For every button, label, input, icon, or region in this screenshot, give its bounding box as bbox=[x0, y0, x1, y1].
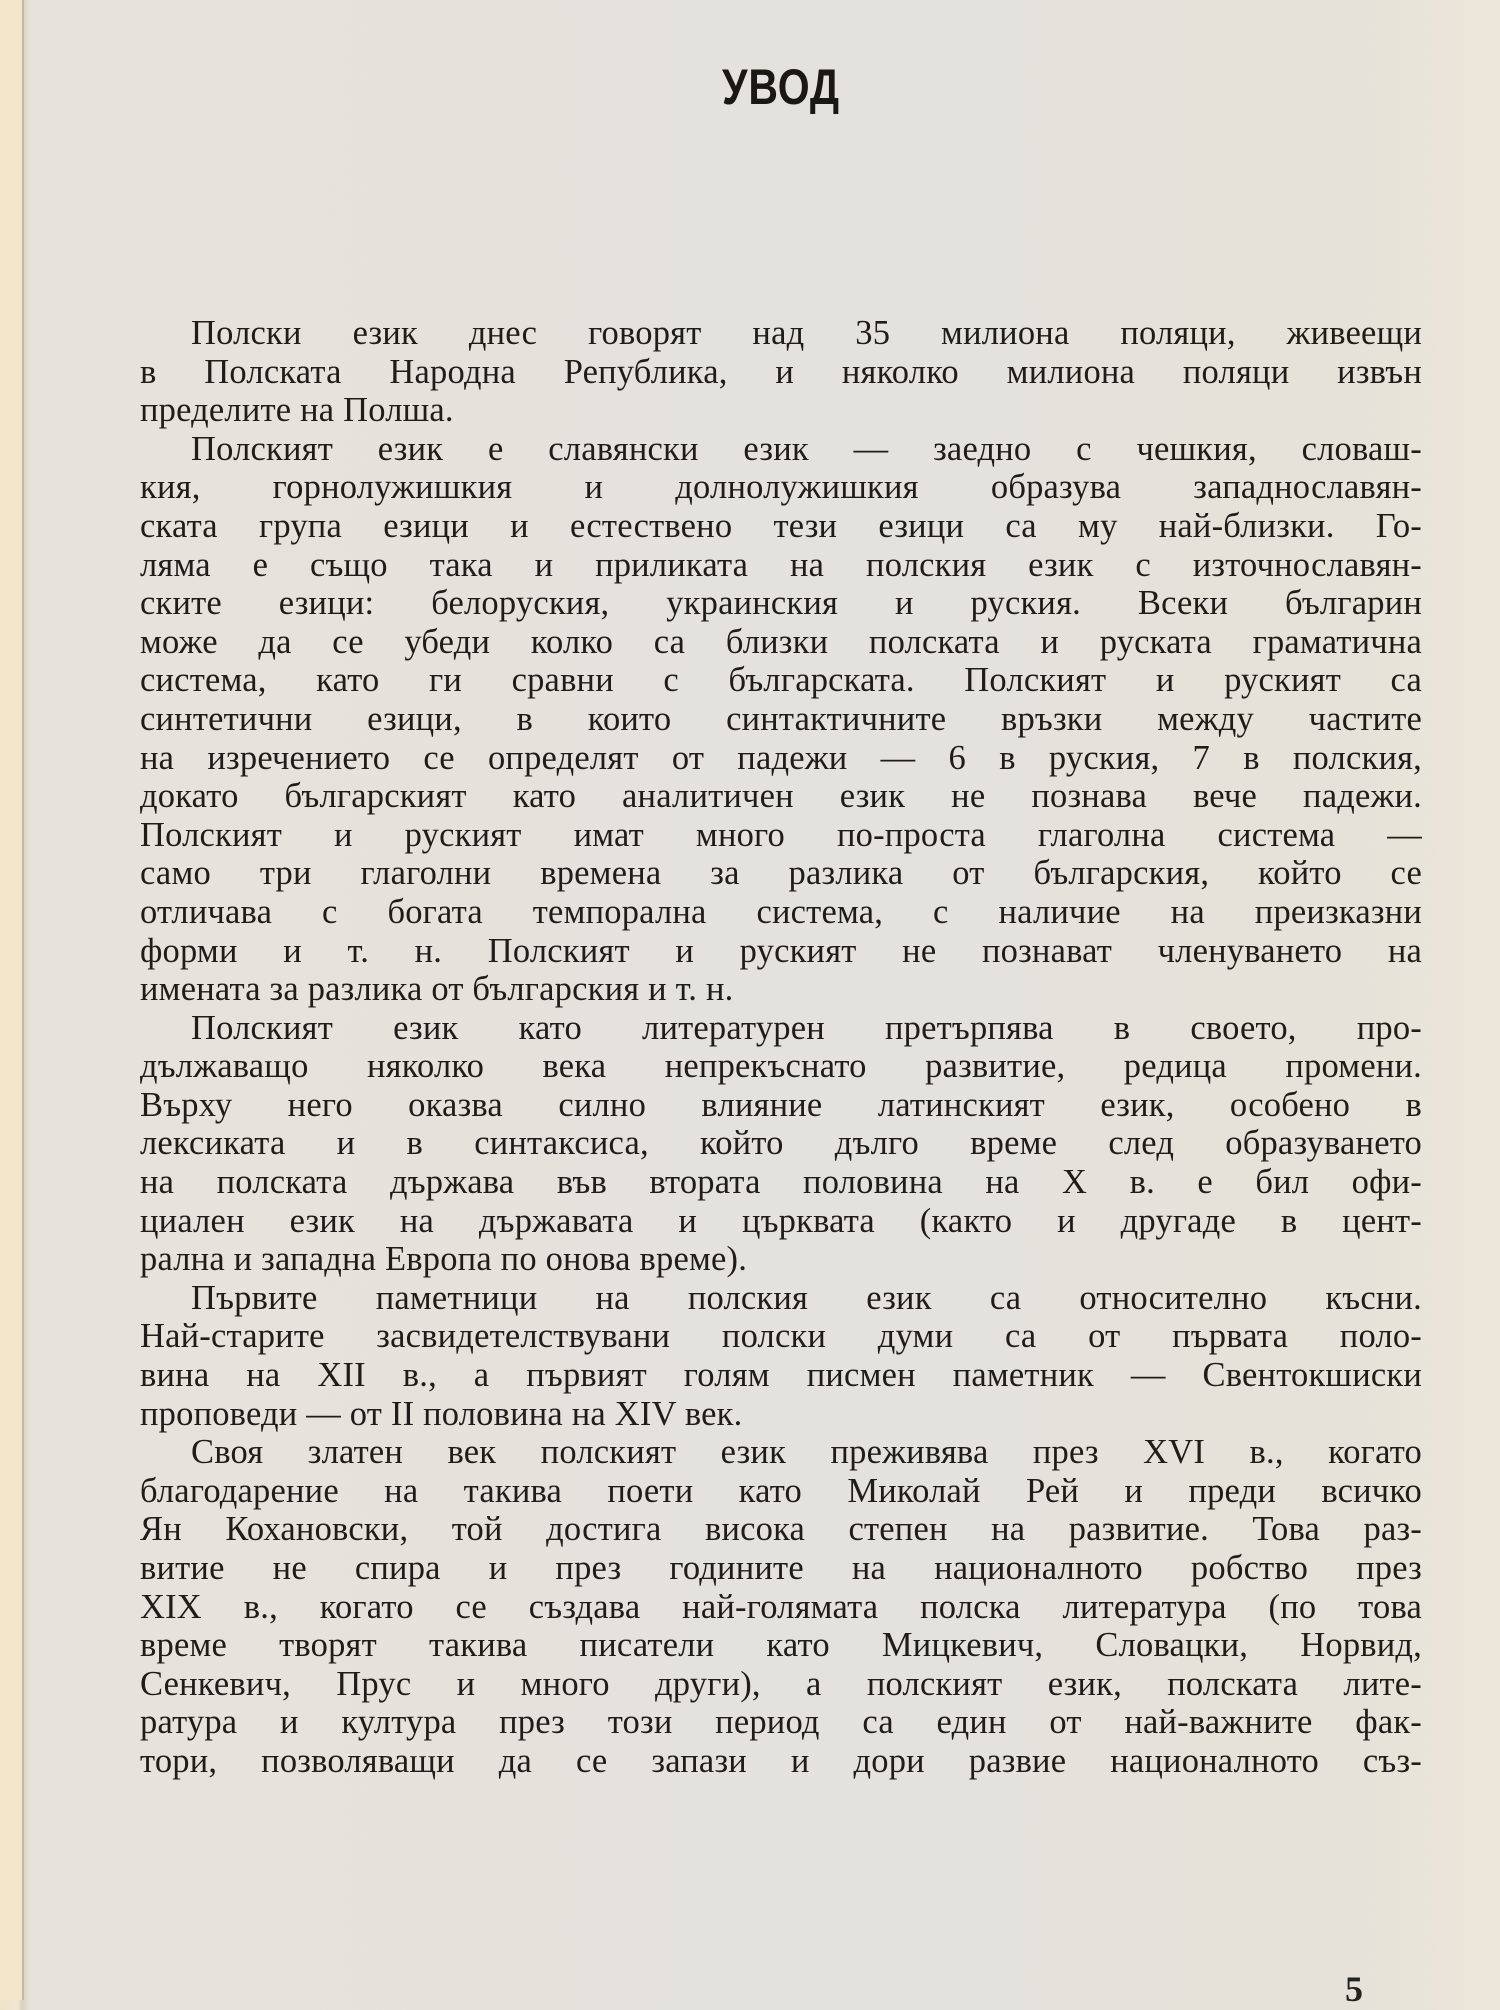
paragraph bbox=[140, 314, 1422, 430]
text-line: дължаващо няколко века непрекъснато развитие, редица промени. bbox=[140, 1047, 1422, 1086]
text-line: Своя златен век полският език преживява през XVI в., когато bbox=[191, 1433, 1422, 1472]
page-edge bbox=[0, 0, 22, 2000]
text-line: в Полската Народна Република, и няколко милиона поляци извън bbox=[140, 352, 1422, 391]
text-line: благодарение на такива поети като Миколай Рей и преди всичко bbox=[140, 1471, 1422, 1510]
text-line: Полският и руският имат много по-проста глаголна система — bbox=[140, 815, 1422, 854]
text-line: Полският език като литературен претърпява в своето, про- bbox=[191, 1008, 1422, 1047]
body-text bbox=[140, 314, 1422, 1781]
text-line: на полската държава във втората половина на X в. е бил офи- bbox=[140, 1163, 1422, 1202]
text-line: форми и т. н. Полският и руският не познават членуването на bbox=[140, 931, 1422, 970]
text-line: рална и западна Европа по онова време). bbox=[140, 1240, 748, 1279]
binding-spine bbox=[22, 0, 24, 2000]
text-line: пределите на Полша. bbox=[140, 391, 454, 430]
text-line: ратура и култура през този период са един от най-важните фак- bbox=[140, 1703, 1422, 1742]
text-line: на изречението се определят от падежи — 6 в руския, 7 в полския, bbox=[140, 738, 1422, 777]
text-line: може да се убеди колко са близки полската и руската граматична bbox=[140, 622, 1422, 661]
page-number: 5 bbox=[1345, 1969, 1363, 2009]
text-line: Най-старите засвидетелствувани полски думи са от първата поло- bbox=[140, 1317, 1422, 1356]
text-line: синтетични езици, в които синтактичните връзки между частите bbox=[140, 699, 1422, 738]
text-line: система, като ги сравни с българската. Полският и руският са bbox=[140, 661, 1422, 700]
text-line: кия, горнолужишкия и долнолужишкия образува западнославян- bbox=[140, 468, 1422, 507]
text-line: ските езици: белоруския, украинския и руския. Всеки българин bbox=[140, 584, 1422, 623]
paragraph bbox=[140, 1009, 1422, 1279]
text-line: тори, позволяващи да се запази и дори развие националното съз- bbox=[140, 1741, 1422, 1780]
text-line: докато българският като аналитичен език не познава вече падежи. bbox=[140, 777, 1422, 816]
text-line: циален език на държавата и църквата (както и другаде в цент- bbox=[140, 1201, 1422, 1240]
chapter-title: УВОД bbox=[722, 59, 840, 115]
text-line: Ян Кохановски, той достига висока степен на развитие. Това раз- bbox=[140, 1510, 1422, 1549]
text-line: Полски език днес говорят над 35 милиона поляци, живеещи bbox=[191, 314, 1422, 352]
text-line: вина на XII в., а първият голям писмен паметник — Свентокшиски bbox=[140, 1356, 1422, 1395]
text-line: отличава с богата темпорална система, с наличие на преизказни bbox=[140, 892, 1422, 931]
paragraph bbox=[140, 430, 1422, 1009]
text-line: само три глаголни времена за разлика от българския, който се bbox=[140, 854, 1422, 893]
text-line: лексиката и в синтаксиса, който дълго време след образуването bbox=[140, 1124, 1422, 1163]
text-line: проповеди — от II половина на XIV век. bbox=[140, 1394, 743, 1433]
text-line: ляма е също така и приликата на полския език с източнославян- bbox=[140, 545, 1422, 584]
paragraph bbox=[140, 1433, 1422, 1780]
text-line: Върху него оказва силно влияние латинският език, особено в bbox=[140, 1085, 1422, 1124]
text-line: Първите паметници на полския език са относително късни. bbox=[191, 1278, 1422, 1317]
book-page bbox=[140, 0, 1422, 2009]
text-line: витие не спира и през годините на националното робство през bbox=[140, 1549, 1422, 1587]
text-line: ската група езици и естествено тези езици са му най-близки. Го- bbox=[140, 506, 1422, 545]
text-line: време творят такива писатели като Мицкевич, Словацки, Норвид, bbox=[140, 1626, 1422, 1665]
paragraph bbox=[140, 1279, 1422, 1433]
text-line: имената за разлика от българския и т. н. bbox=[140, 970, 734, 1009]
text-line: Полският език е славянски език — заедно с чешкия, словаш- bbox=[191, 429, 1422, 468]
text-line: Сенкевич, Прус и много други), а полският език, полската лите- bbox=[140, 1664, 1422, 1703]
text-line: XIX в., когато се създава най-голямата полска литература (по това bbox=[140, 1587, 1422, 1626]
